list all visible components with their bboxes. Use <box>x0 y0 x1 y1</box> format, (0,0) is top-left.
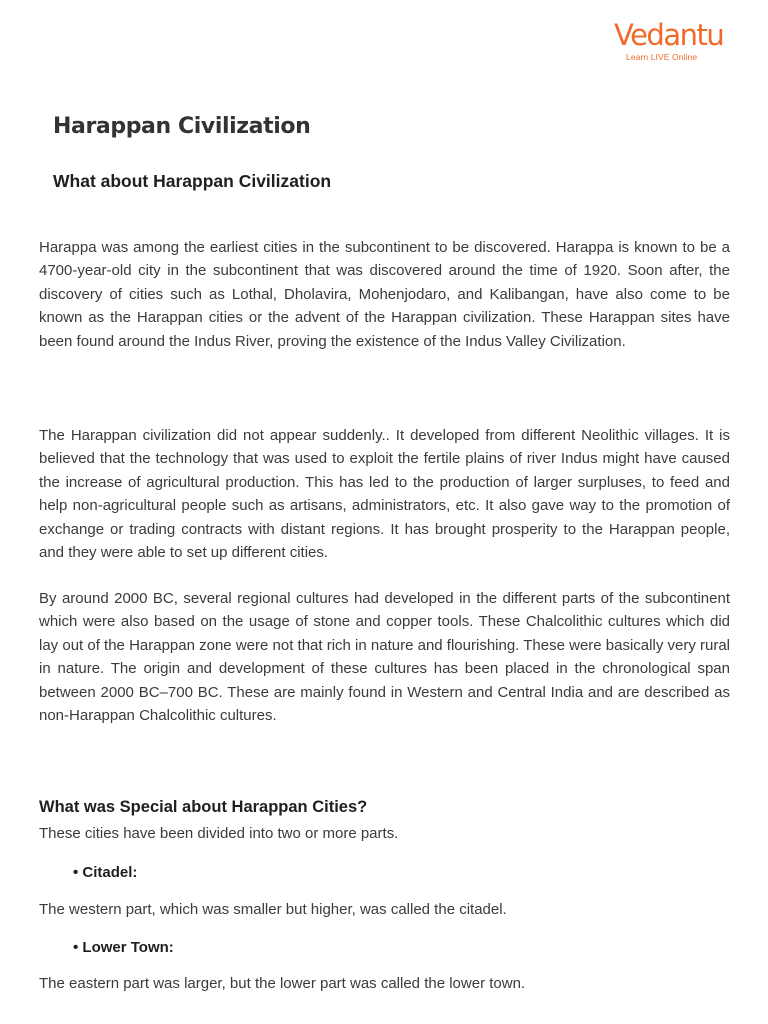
paragraph-3: By around 2000 BC, several regional cultures had developed in the different parts of the subcontinent which were also based on the usage of stone and copper tools. These Chalcolithic cultures which did lay out of the Harappan zone were not that rich in nature and flourishing. These were basically very rural in nature. The origin and development of these cultures has been placed in the chronological span between 2000 BC–700 BC. These are mainly found in Western and Central India and are described as non-Harappan Chalcolithic cultures. <box>39 590 730 725</box>
page-subtitle: What about Harappan Civilization <box>53 171 332 191</box>
page-title: Harappan Civilization <box>53 114 311 139</box>
paragraph-2: The Harappan civilization did not appear suddenly.. It developed from different Neolithic villages. It is believed that the technology that was used to exploit the fertile plains of river Indus might have caused the increase of agricultural production. This has led to the production of larger surpluses, to feed and help non-agricultural people such as artisans, administrators, etc. It also gave way to the promotion of exchange or trading contracts with distant regions. It has brought prosperity to the Harappan people, and they were able to set up different cities. <box>39 427 730 562</box>
bullet-lower-town: • Lower Town: <box>73 939 174 956</box>
citadel-description: The western part, which was smaller but higher, was called the citadel. <box>39 901 507 918</box>
bullet-citadel: • Citadel: <box>73 864 138 881</box>
lower-town-description: The eastern part was larger, but the lower part was called the lower town. <box>39 975 526 992</box>
section-intro: These cities have been divided into two or more parts. <box>39 825 399 842</box>
section-heading: What was Special about Harappan Cities? <box>39 798 368 816</box>
logo-wordmark: Vedantu <box>614 18 724 52</box>
paragraph-1: Harappa was among the earliest cities in the subcontinent to be discovered. Harappa is known to be a 4700-year-old city in the subcontinent that was discovered around the time of 1920. Soon after, the discovery of cities such as Lothal, Dholavira, Mohenjodaro, and Kalibangan, have also come to be known as the Harappan cities or the advent of the Harappan civilization. These Harappan sites have been found around the Indus River, proving the existence of the Indus Valley Civilization. <box>39 239 730 350</box>
logo-tagline: Learn LIVE Online <box>626 52 698 62</box>
vedantu-logo <box>614 18 724 74</box>
